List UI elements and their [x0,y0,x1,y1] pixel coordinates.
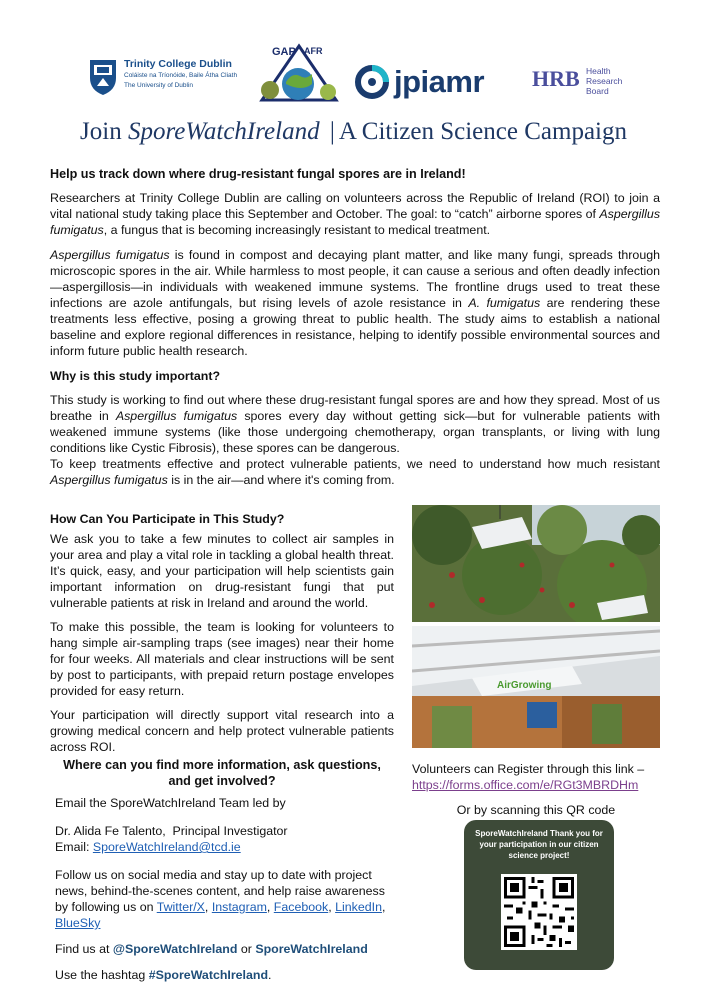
qr-code-icon[interactable] [501,874,577,950]
info-heading-line2: and get involved? [168,774,276,788]
social-sep: , [266,900,274,914]
page-name-text: SporeWatchIreland [255,942,368,956]
handle-text: @SporeWatchIreland [112,942,238,956]
info-heading-line1: Where can you find more information, ask questions, [63,758,381,772]
trap-brand-label: AirGrowing [497,680,552,691]
hashtag-line [55,967,395,983]
hashtag-value: #SporeWatchIreland [148,968,269,982]
intro-p2-b: is found in compost and decaying plant matter, and like many fungi, spreads through microscopic spores in the air. While harmless to most people, it can cause a serious and often deadly infection—aspergillosis—in individuals with weakened immune systems. The frontline drugs used to treat these infections are azole antifungals, but rising levels of azole resistance in [50,248,660,310]
why-heading: Why is this study important? [50,369,221,383]
tcd-sub: The University of Dublin [124,82,193,89]
social-text: Follow us on social media and stay up to date with project news, behind-the-scenes content, and help raise awareness by following us on [55,868,385,914]
find-us-text: Find us at [55,942,113,956]
social-paragraph [55,867,395,931]
title-rest: A Citizen Science Campaign [338,118,627,145]
intro-p1-species: Aspergillus fumigatus [50,207,661,237]
register-link[interactable]: https://forms.office.com/e/RGt3MBRDHm [412,778,639,792]
email-link[interactable]: SporeWatchIreland@tcd.ie [92,840,241,854]
hrb-line1: Health [586,66,611,76]
tcd-name: Trinity College Dublin [124,58,232,70]
social-sep: , [204,900,212,914]
why-paragraph-2 [50,456,660,488]
page-title [0,118,707,146]
intro-paragraph-2 [50,247,660,359]
intro-heading: Help us track down where drug-resistant fungal spores are in Ireland! [50,167,466,181]
gap-afr-logo [258,42,340,104]
find-us-or: or [237,942,256,956]
jpiamr-text: jpiamr [394,64,485,99]
twitter-link[interactable]: Twitter/X [156,900,205,914]
hashtag-text: Use the hashtag [55,968,149,982]
qr-intro: Or by scanning this QR code [456,803,616,817]
hrb-line3: Board [586,86,609,96]
afr-text: AFR [304,46,323,56]
find-us-line [55,941,395,957]
intro-p2-species-short: A. fumigatus [468,296,541,310]
hrb-logo [532,66,623,102]
participate-heading: How Can You Participate in This Study? [50,512,285,526]
hrb-line2: Research [586,76,623,86]
why-paragraph-1 [50,392,660,456]
title-brand: SporeWatchIreland [127,118,320,145]
intro-p1-c: , a fungus that is becoming increasingly resistant to medical treatment. [103,223,491,237]
why-p1-c: spores every day without getting sick—but for vulnerable patients with weakened immune systems (like those undergoing chemotherapy, organ transplants, or living with lung conditions like Cystic Fibrosis), these spores can be dangerous. [50,409,661,455]
why-p2-c: is in the air—and where it's coming from. [167,473,395,487]
email-intro: Email the SporeWatchIreland Team led by [55,796,286,810]
hrb-words [586,66,622,96]
why-p2-species: Aspergillus fumigatus [50,473,168,487]
email-line [55,839,395,855]
register-text: Volunteers can Register through this link – [412,762,645,776]
gap-afr-emblem-icon [258,42,340,104]
title-separator: | [329,118,335,145]
tcd-crest-icon [88,58,118,96]
intro-p2-d: are rendering these treatments less effective, posing a growing threat to public health. The study aims to establish a national baseline and explore regional differences in resistance, helping to identify possible environmental sources and inform future public health research. [50,296,661,358]
facebook-link[interactable]: Facebook [273,900,329,914]
participate-paragraph-1: We ask you to take a few minutes to collect air samples in your area and play a vital role in tackling a global health threat. It’s quick, easy, and your participation will help scientists gain important information on drug-resistant fungi that put vulnerable patients at risk in Ireland and around the world. [50,532,394,610]
why-p1-species: Aspergillus fumigatus [115,409,238,423]
qr-caption: SporeWatchIreland Thank you for your participation in our citizen science project! [475,829,603,860]
trap-photo-pergola [412,626,660,748]
why-p1-a: This study is working to find out where these drug-resistant fungal spores are and how they spread. Most of us breathe in [50,393,660,423]
instagram-link[interactable]: Instagram [211,900,267,914]
hashtag-period: . [268,968,272,982]
principal-investigator: Dr. Alida Fe Talento, Principal Investigator [55,824,288,838]
bluesky-link[interactable]: BlueSky [55,916,101,930]
intro-paragraph-1 [50,190,660,238]
social-sep: , [381,900,386,914]
jpiamr-ring-icon [354,64,390,100]
qr-card [464,820,614,970]
tcd-logo [88,58,238,98]
linkedin-link[interactable]: LinkedIn [335,900,382,914]
participate-paragraph-3: Your participation will directly support vital research into a growing medical concern and help protect vulnerable patients across ROI. [50,708,394,754]
tcd-irish: Coláiste na Tríonóide, Baile Átha Cliath [124,72,238,79]
info-heading [50,757,394,789]
email-label: Email: [55,840,93,854]
intro-p2-species: Aspergillus fumigatus [50,248,170,262]
jpiamr-logo [354,64,504,104]
participate-paragraph-2: To make this possible, the team is looking for volunteers to hang simple air-sampling traps (see images) near their home for four weeks. All materials and clear instructions will be sent by post to participants, with prepaid return postage envelopes provided for easy return. [50,620,394,698]
gap-text: GAP [272,46,296,58]
trap-photo-tree [412,505,660,622]
social-sep: , [328,900,336,914]
intro-p1-a: Researchers at Trinity College Dublin are calling on volunteers across the Republic of Ireland (ROI) to join a vital national study taking place this September and October. The goal: to “catch” airborne spores of [50,191,660,221]
title-prefix: Join [80,118,128,145]
hrb-mark: HRB [532,66,580,91]
why-p2-a: To keep treatments effective and protect vulnerable patients, we need to understand how much resistant [50,457,660,471]
